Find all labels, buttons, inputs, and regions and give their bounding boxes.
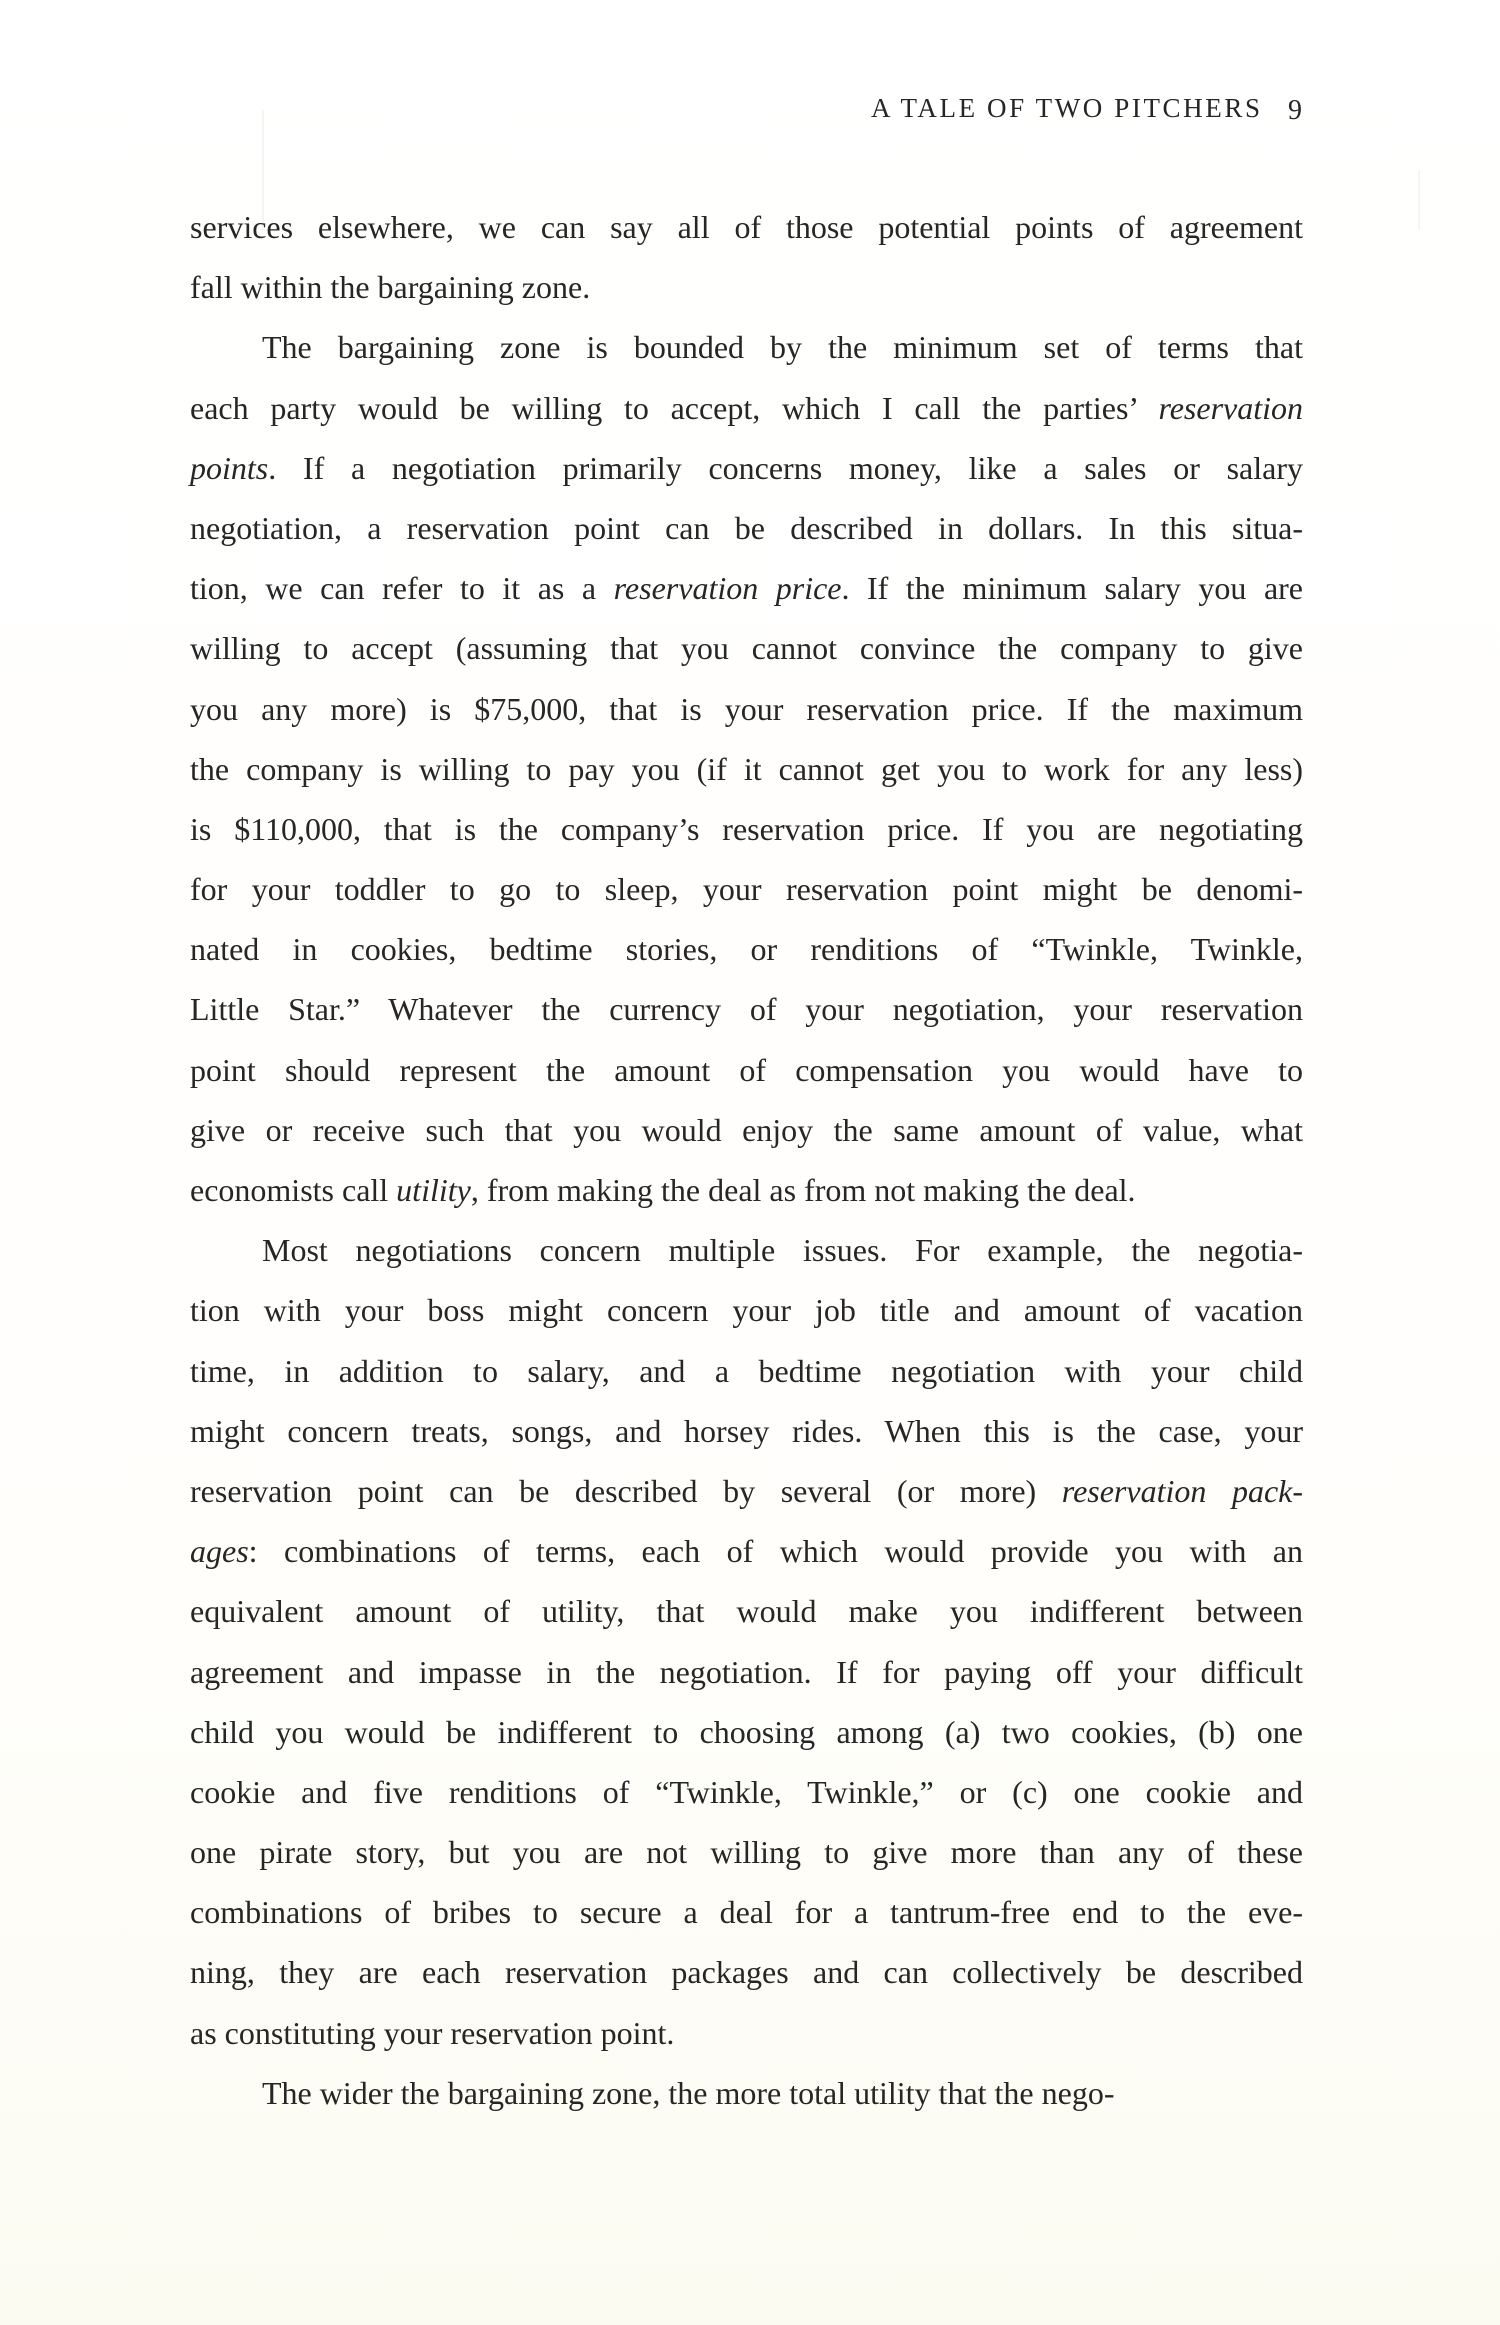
text-line <box>190 749 1303 809</box>
italic-term: utility <box>396 1172 471 1208</box>
text-line <box>190 1411 1303 1471</box>
text-line <box>190 1952 1303 2012</box>
scan-artifact <box>1418 170 1420 230</box>
text-line <box>190 1591 1303 1651</box>
text-run: combinations of bribes to secure a deal for a tantrum-free end to the eve- <box>190 1894 1303 1931</box>
text-line <box>190 2013 1303 2073</box>
paragraph-first-line <box>190 2073 1303 2133</box>
text-run: equivalent amount of utility, that would make you indifferent between <box>190 1593 1303 1630</box>
page-number: 9 <box>1288 95 1302 126</box>
text-run: cookie and five renditions of “Twinkle, Twinkle,” or (c) one cookie and <box>190 1773 1303 1810</box>
italic-term: reservation price <box>613 570 842 607</box>
text-line <box>190 1652 1303 1712</box>
text-line <box>190 1772 1303 1832</box>
text-run: each party would be willing to accept, which I call the parties’ <box>190 389 1159 426</box>
text-run: tion with your boss might concern your job title and amount of vacation <box>190 1292 1303 1329</box>
text-run: is $110,000, that is the company’s reservation price. If you are negotiating <box>190 810 1303 847</box>
text-run: time, in addition to salary, and a bedtime negotiation with your child <box>190 1352 1303 1389</box>
text-line <box>190 929 1303 989</box>
text-line <box>190 628 1303 688</box>
text-run: point should represent the amount of compensation you would have to <box>190 1051 1303 1088</box>
text-run: for your toddler to go to sleep, your reservation point might be denomi- <box>190 871 1303 908</box>
text-line <box>190 689 1303 749</box>
text-line <box>190 267 1303 327</box>
text-line <box>190 989 1303 1049</box>
italic-term: points <box>190 449 269 486</box>
text-line <box>190 448 1303 508</box>
text-run: ning, they are each reservation packages and can collectively be described <box>190 1954 1303 1991</box>
text-run: tion, we can refer to it as a <box>190 570 614 607</box>
text-run: fall within the bargaining zone. <box>190 269 591 306</box>
text-line <box>190 809 1303 869</box>
text-run: might concern treats, songs, and horsey rides. When this is the case, your <box>190 1412 1303 1449</box>
text-line <box>190 388 1303 448</box>
text-line <box>190 1471 1303 1531</box>
text-run: agreement and impasse in the negotiation. If for paying off your difficult <box>190 1653 1303 1690</box>
text-run: negotiation, a reservation point can be described in dollars. In this situa- <box>190 509 1303 546</box>
text-line <box>190 1892 1303 1952</box>
text-line <box>190 869 1303 929</box>
text-run: the company is willing to pay you (if it cannot get you to work for any less) <box>190 750 1303 787</box>
text-run: : combinations of terms, each of which would provide you with an <box>248 1533 1303 1570</box>
text-line <box>190 568 1303 628</box>
paragraph-first-line <box>190 327 1303 387</box>
paragraph-first-line <box>190 1230 1303 1290</box>
text-line <box>190 1712 1303 1772</box>
text-run: you any more) is $75,000, that is your reservation price. If the maximum <box>190 690 1303 727</box>
text-line <box>190 1351 1303 1411</box>
text-run: The wider the bargaining zone, the more total utility that the nego- <box>262 2074 1115 2111</box>
text-run: willing to accept (assuming that you cannot convince the company to give <box>190 630 1303 667</box>
text-run: The bargaining zone is bounded by the minimum set of terms that <box>262 329 1303 366</box>
body-text <box>190 207 1303 2133</box>
text-run: economists call <box>190 1172 397 1208</box>
text-line <box>190 1110 1303 1170</box>
text-line <box>190 207 1303 267</box>
text-line <box>190 1050 1303 1110</box>
text-line <box>190 1170 1303 1230</box>
text-run: reservation point can be described by several (or more) <box>190 1472 1062 1509</box>
text-run: as constituting your reservation point. <box>190 2014 675 2051</box>
running-head <box>860 88 1310 128</box>
text-run: Most negotiations concern multiple issues. For example, the negotia- <box>262 1232 1303 1269</box>
scan-artifact <box>262 110 264 230</box>
text-line <box>190 1832 1303 1892</box>
italic-term: reservation <box>1158 389 1303 426</box>
text-line <box>190 1531 1303 1591</box>
text-run: . If the minimum salary you are <box>841 570 1304 607</box>
text-run: nated in cookies, bedtime stories, or renditions of “Twinkle, Twinkle, <box>190 931 1303 968</box>
text-run: . If a negotiation primarily concerns money, like a sales or salary <box>268 449 1303 486</box>
running-head-title: A TALE OF TWO PITCHERS <box>871 93 1263 123</box>
text-line <box>190 1290 1303 1350</box>
text-run: one pirate story, but you are not willing to give more than any of these <box>190 1834 1303 1871</box>
italic-term: reservation pack- <box>1061 1472 1304 1509</box>
text-run: , from making the deal as from not making the deal. <box>470 1172 1136 1208</box>
text-run: give or receive such that you would enjoy the same amount of value, what <box>190 1111 1303 1148</box>
text-run: Little Star.” Whatever the currency of your negotiation, your reservation <box>190 991 1303 1028</box>
italic-term: ages <box>190 1533 249 1570</box>
text-line <box>190 508 1303 568</box>
text-run: services elsewhere, we can say all of those potential points of agreement <box>190 209 1303 245</box>
text-run: child you would be indifferent to choosing among (a) two cookies, (b) one <box>190 1713 1303 1750</box>
